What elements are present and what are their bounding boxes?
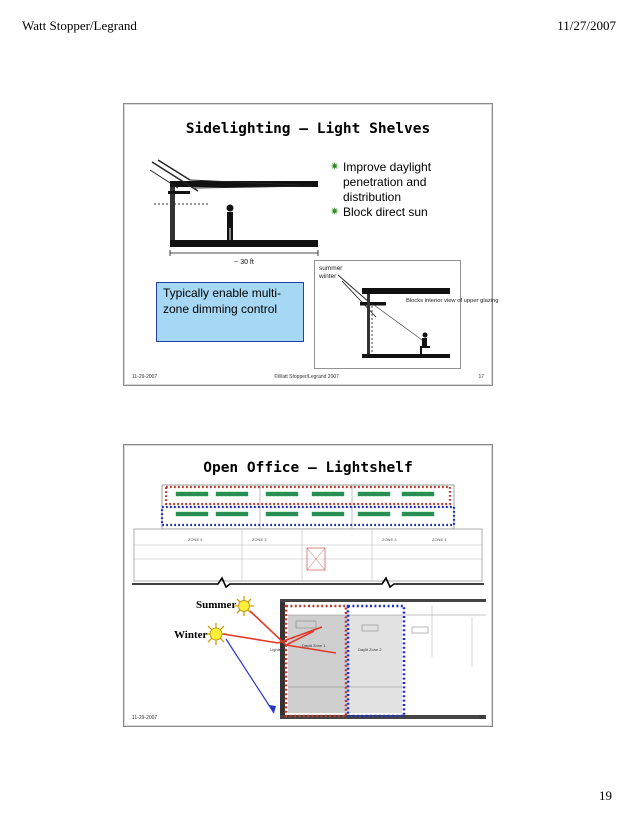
light-shelf-view-diagram [314, 260, 499, 369]
header-left: Watt Stopper/Legrand [22, 18, 137, 33]
sun-rays-overlay [124, 445, 492, 726]
star-bullet-icon: ✷ [330, 161, 340, 173]
light-shelf-section-diagram [150, 156, 322, 270]
slide-footer-number: 18 [478, 715, 484, 721]
svg-text:ZONE 4: ZONE 4 [432, 537, 447, 542]
svg-text:ZONE 3: ZONE 3 [382, 537, 397, 542]
slide-title: Open Office – Lightshelf [203, 460, 413, 476]
svg-text:ZONE 3: ZONE 3 [252, 537, 267, 542]
summer-label: Summer [196, 599, 237, 611]
svg-text:Lightshelf: Lightshelf [270, 647, 288, 652]
season-label: winter [319, 273, 337, 280]
star-bullet-icon: ✷ [330, 206, 340, 218]
bullet-item: ✷ Improve daylight penetration and distribution [330, 160, 432, 204]
slide-17 [123, 103, 499, 386]
slide-18 [123, 444, 493, 727]
season-label: summer [319, 265, 343, 272]
svg-text:Blocks interior view of upper [406, 298, 498, 304]
slide-title: Sidelighting – Light Shelves [185, 121, 431, 137]
slide-footer-date: 11-29-2007 [132, 715, 158, 721]
svg-text:Daylit Zone 2: Daylit Zone 2 [358, 647, 382, 652]
bullet-list [329, 160, 479, 220]
header-date: 11/27/2007 [557, 18, 616, 33]
slide-footer-date: 11-29-2007 [132, 374, 158, 380]
bullet-item: ✷ Block direct sun [330, 205, 428, 219]
page-number: 19 [599, 788, 612, 803]
slide-footer-copyright: ©Watt Stopper/Legrand 2007 [274, 374, 339, 380]
svg-text:Daylit Zone 1: Daylit Zone 1 [302, 643, 326, 648]
slide-footer-number: 17 [478, 374, 484, 380]
winter-label: Winter [174, 629, 208, 641]
svg-text:ZONE 4: ZONE 4 [188, 537, 203, 542]
view-note: Blocks interior view of upper glazing [406, 298, 499, 304]
callout-box: Typically enable multi-zone dimming control [156, 282, 304, 342]
dimension-label: ~ 30 ft [234, 259, 254, 266]
